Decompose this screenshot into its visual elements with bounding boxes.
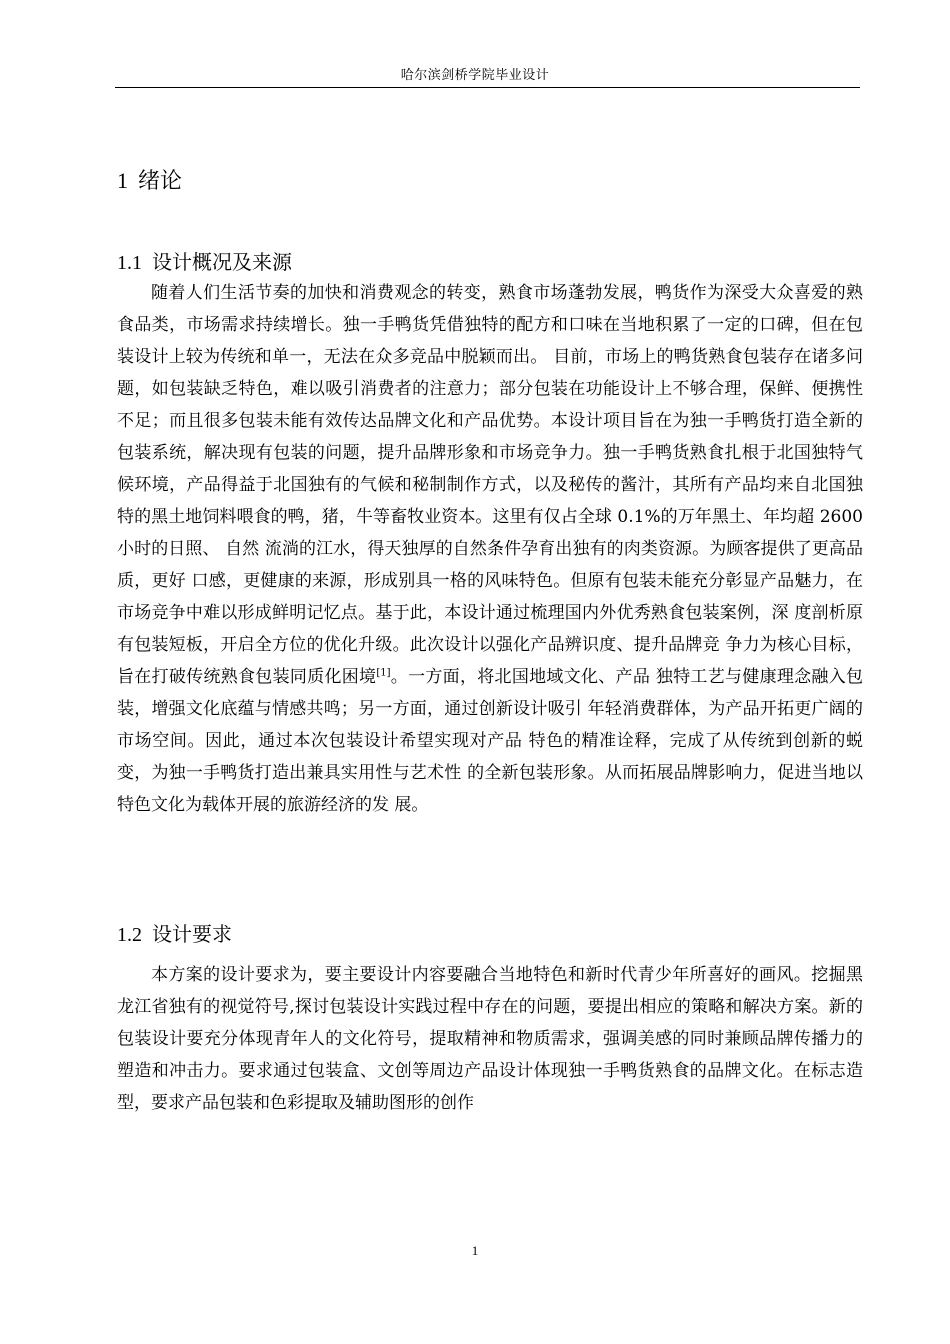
section-1-2-title: 设计要求 (152, 922, 232, 946)
paragraph-text-part2: 。一方面，将北国地域文化、产品 独特工艺与健康理念融入包装，增强文化底蕴与情感共鸣；另一方面，通过创新设计吸引 年轻消费群体，为产品开拓更广阔的市场空间。因此，通过本次包装设计希望实现对产品 特色的精准诠释，完成了从传统到创新的蜕变，为独一手鸭货打造出兼具实用性与艺术性 的全新包装形象。从而拓展品牌影响力，促进当地以特色文化为载体开展的旅游经济的发 展。 (117, 667, 864, 815)
running-header: 哈尔滨剑桥学院毕业设计 (400, 68, 550, 83)
chapter-title: 绪论 (138, 169, 183, 194)
chapter-number: 1 (117, 168, 128, 193)
page-number: 1 (471, 1243, 479, 1258)
section-1-2-paragraph: 本方案的设计要求为，要主要设计内容要融合当地特色和新时代青少年所喜好的画风。挖掘黑龙江省独有的视觉符号,探讨包装设计实践过程中存在的问题，要提出相应的策略和解决方案。新的包装设计要充分体现青年人的文化符号，提取精神和物质需求，强调美感的同时兼顾品牌传播力的塑造和冲击力。要求通过包装盒、文创等周边产品设计体现独一手鸭货熟食的品牌文化。在标志造型，要求产品包装和色彩提取及辅助图形的创作 (117, 965, 863, 1113)
section-1-2-number: 1.2 (117, 924, 142, 946)
citation-marker: [1] (376, 667, 391, 679)
section-1-1-title: 设计概况及来源 (152, 250, 292, 274)
section-1-2-heading (117, 918, 232, 947)
paragraph-text-part1: 随着人们生活节奏的加快和消费观念的转变，熟食市场蓬勃发展，鸭货作为深受大众喜爱的熟食品类，市场需求持续增长。独一手鸭货凭借独特的配方和口味在当地积累了一定的口碑，但在包装设计上较为传统和单一，无法在众多竞品中脱颖而出。 目前，市场上的鸭货熟食包装存在诸多问题，如包装缺乏特色，难以吸引消费者的注意力；部分包装在功能设计上不够合理，保鲜、便携性不足；而且很多包装未能有效传达品牌文化和产品优势。本设计项目旨在为独一手鸭货打造全新的包装系统，解决现有包装的问题，提升品牌形象和市场竞争力。独一手鸭货熟食扎根于北国独特气候环境，产品得益于北国独有的气候和秘制制作方式，以及秘传的酱汁，其所有产品均来自北国独特的黑土地饲料喂食的鸭，猪，牛等畜牧业资本。这里有仅占全球 0.1%的万年黑土、年均超 2600 小时的日照、 自然 流淌的江水，得天独厚的自然条件孕育出独有的肉类资源。为顾客提供了更高品质，更好 口感，更健康的来源，形成别具一格的风味特色。但原有包装未能充分彰显产品魅力，在 市场竞争中难以形成鲜明记忆点。基于此，本设计通过梳理国内外优秀熟食包装案例，深 度剖析原有包装短板，开启全方位的优化升级。此次设计以强化产品辨识度、提升品牌竞 争力为核心目标，旨在打破传统熟食包装同质化困境 (117, 283, 863, 687)
section-1-1-number: 1.1 (117, 252, 142, 274)
chapter-heading (117, 164, 182, 195)
section-1-1-paragraph (117, 277, 863, 821)
section-1-1-heading (117, 246, 292, 275)
header-divider (115, 87, 860, 88)
